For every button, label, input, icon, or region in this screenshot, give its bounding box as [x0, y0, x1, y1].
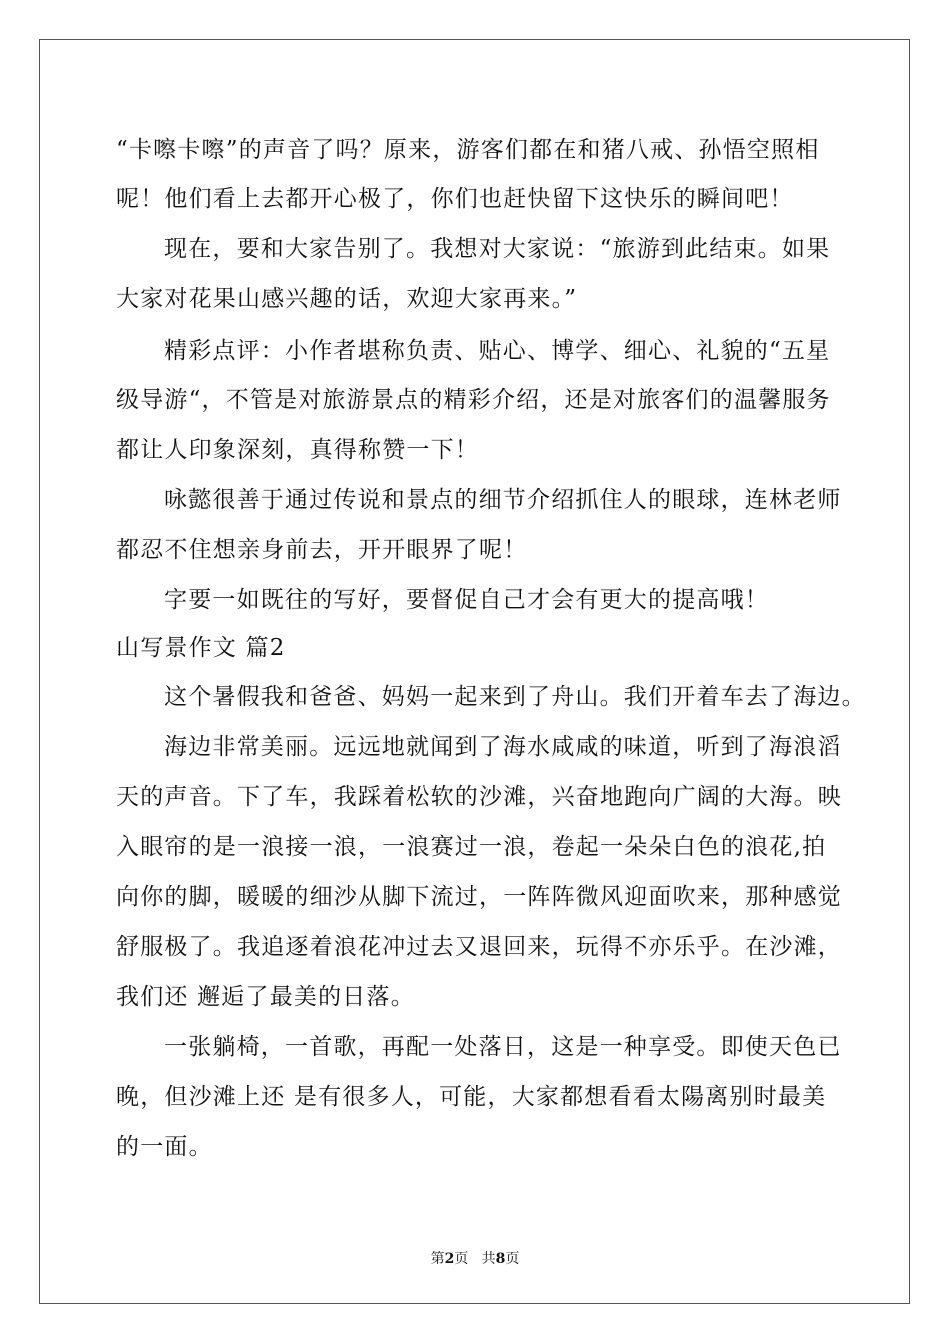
page-prefix: 第 — [430, 1251, 445, 1267]
text-line: 天的声音。下了车，我踩着松软的沙滩，兴奋地跑向广阔的大海。映 — [116, 784, 842, 810]
text-line: 一张躺椅，一首歌，再配一处落日，这是一种享受。即使天色已 — [164, 1034, 842, 1060]
text-line: 字要一如既往的写好，要督促自己才会有更大的提高哦！ — [164, 587, 769, 613]
text-line: 都让人印象深刻，真得称赞一下！ — [116, 437, 479, 463]
text-line: 都忍不住想亲身前去，开开眼界了呢！ — [116, 537, 528, 563]
text-line: 我们还 邂逅了最美的日落。 — [116, 984, 415, 1010]
text-line: 呢！他们看上去都开心极了，你们也赶快留下这快乐的瞬间吧！ — [116, 186, 794, 212]
text-line: 咏懿很善于通过传说和景点的细节介绍抓住人的眼球，连林老师 — [164, 487, 842, 513]
text-line: 大家对花果山感兴趣的话，欢迎大家再来。” — [116, 286, 578, 312]
page-number: 2 — [444, 1251, 455, 1267]
text-line: 的一面。 — [116, 1134, 213, 1160]
page-footer — [0, 1250, 950, 1268]
section-heading: 山写景作文 篇2 — [116, 635, 286, 661]
total-suffix: 页 — [505, 1251, 520, 1267]
text-line: 现在，要和大家告别了。我想对大家说：“旅游到此结束。如果 — [164, 236, 831, 262]
text-line: 入眼帘的是一浪接一浪，一浪赛过一浪，卷起一朵朵白色的浪花,拍 — [116, 834, 827, 860]
total-pages: 8 — [495, 1251, 506, 1267]
text-line: 级导游“，不管是对旅游景点的精彩介绍，还是对旅客们的温馨服务 — [116, 387, 831, 413]
text-line: 精彩点评：小作者堪称负责、贴心、博学、细心、礼貌的“五星 — [164, 338, 831, 364]
text-line: 海边非常美丽。远远地就闻到了海水咸咸的味道，听到了海浪滔 — [164, 734, 842, 760]
page-suffix: 页 — [454, 1251, 469, 1267]
text-line: “卡嚓卡嚓”的声音了吗？原来，游客们都在和猪八戒、孙悟空照相 — [116, 137, 820, 163]
text-line: 舒服极了。我追逐着浪花冲过去又退回来，玩得不亦乐乎。在沙滩， — [116, 934, 842, 960]
text-line: 晚，但沙滩上还 是有很多人，可能，大家都想看看太陽离别时最美 — [116, 1084, 827, 1110]
text-line: 这个暑假我和爸爸、妈妈一起来到了舟山。我们开着车去了海边。 — [164, 684, 866, 710]
page-frame — [39, 39, 910, 1304]
total-prefix: 共 — [481, 1251, 496, 1267]
text-line: 向你的脚，暖暖的细沙从脚下流过，一阵阵微风迎面吹来，那种感觉 — [116, 884, 842, 910]
